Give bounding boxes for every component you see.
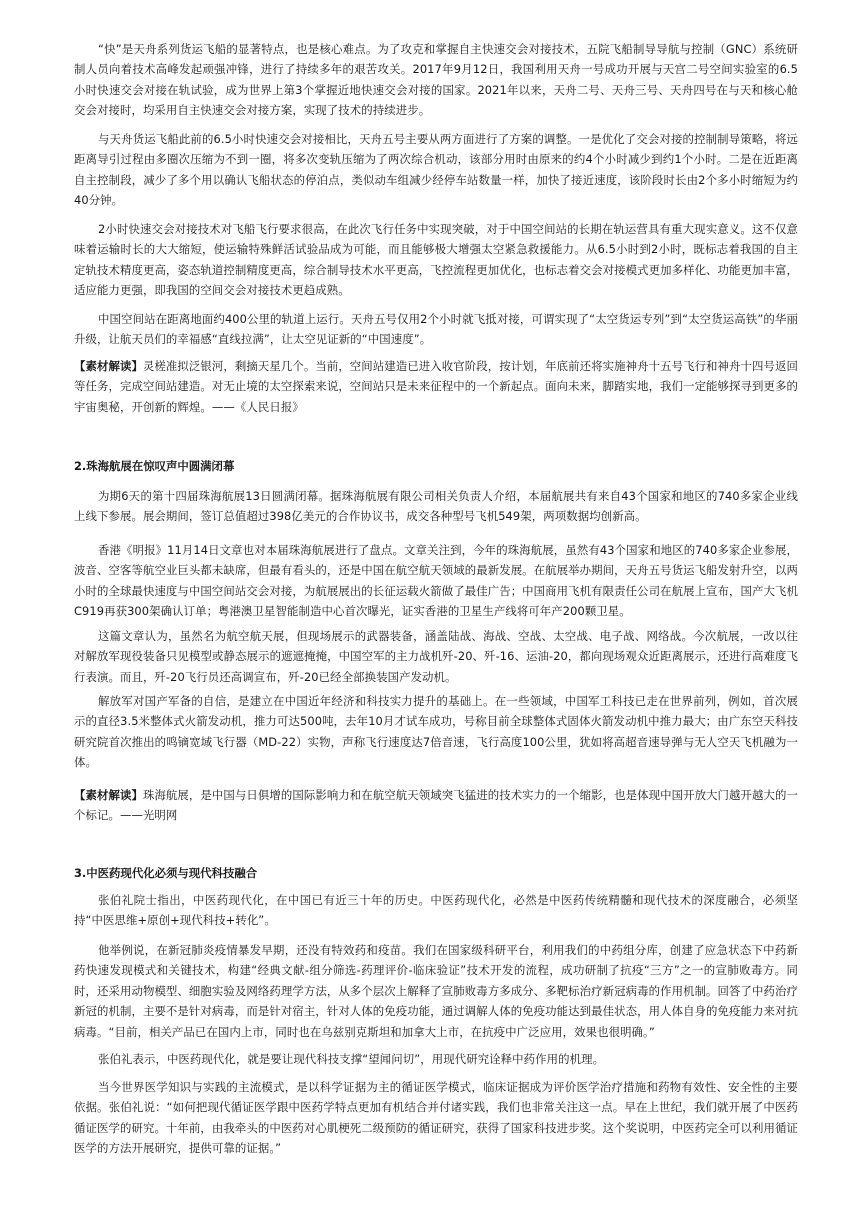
body-paragraph: “快”是天舟系列货运飞船的显著特点，也是核心难点。为了攻克和掌握自主快速交会对接技术，五院飞船制导导航与控制（GNC）系统研制人员向着技术高峰发起顽强冲锋，进行了持续多年的艰苦攻关。2017年9月12日，我国利用天舟一号成功开展与天宫二号空间实验室的6.5小时快速交会对接在轨试验，成为世界上第3个掌握近地快速交会对接的国家。2021年以来，天舟二号、天舟三号、天舟四号在与天和核心舱交会对接时，均采用自主快速交会对接方案，实现了技术的持续进步。 <box>74 42 798 118</box>
body-paragraph: 与天舟货运飞船此前的6.5小时快速交会对接相比，天舟五号主要从两方面进行了方案的调整。一是优化了交会对接的控制制导策略，将远距离导引过程由多圈次压缩为不到一圈，将多次变轨压缩为了两次综合机动，该部分用时由原来的约4个小时减少到约1个小时。二是在近距离自主控制段，减少了多个用以确认飞船状态的停泊点，类似动车组减少经停车站数量一样，加快了接近速度，该阶段时长由2个多小时缩短为约40分钟。 <box>74 132 798 208</box>
body-paragraph: 当今世界医学知识与实践的主流模式，是以科学证据为主的循证医学模式，临床证据成为评价医学治疗措施和药物有效性、安全性的主要依据。张伯礼说：“如何把现代循证医学跟中医药学特点更加有机结合并付诸实践，我们也非常关注这一点。早在上世纪，我们就开展了中医药循证医学的研究。十年前，由我牵头的中医药对心肌梗死二级预防的循证研究，获得了国家科技进步奖。这个奖说明，中医药完全可以利用循证医学的方法开展研究，提供可靠的证据。” <box>74 1080 798 1156</box>
body-paragraph: 中国空间站在距离地面约400公里的轨道上运行。天舟五号仅用2个小时就飞抵对接，可谓实现了“太空货运专列”到“太空货运高铁”的华丽升级，让航天员们的幸福感“直线拉满”，让太空见证新的“中国速度”。 <box>74 312 798 347</box>
body-paragraph: 解放军对国产军备的自信，是建立在中国近年经济和科技实力提升的基础上。在一些领域，中国军工科技已走在世界前列，例如，首次展示的直径3.5米整体式火箭发动机，推力可达500吨，去年10月才试车成功，号称目前全球整体式固体火箭发动机中推力最大；由广东空天科技研究院首次推出的鸣镝宽域飞行器（MD-22）实物，声称飞行速度达7倍音速，飞行高度100公里，犹如将高超音速导弹与无人空天飞机融为一体。 <box>74 694 798 770</box>
section-heading: 3.中医药现代化必须与现代科技融合 <box>74 866 258 880</box>
note-text: 珠海航展，是中国与日俱增的国际影响力和在航空航天领域突飞猛进的技术实力的一个缩影，也是体现中国开放大门越开越大的一个标记。——光明网 <box>74 788 798 823</box>
body-paragraph: 香港《明报》11月14日文章也对本届珠海航展进行了盘点。文章关注到，今年的珠海航展，虽然有43个国家和地区的740多家企业参展，波音、空客等航空业巨头都未缺席，但最有看头的，还是中国在航空航天领域的最新发展。在航展举办期间，天舟五号货运飞船发射升空，以两小时的全球最快速度与中国空间站交会对接，为航展展出的长征运载火箭做了最佳广告；中国商用飞机有限责任公司在航展上宣布，国产大飞机C919再获300架确认订单；粤港澳卫星智能制造中心首次曝光，证实香港的卫星生产线将可年产200颗卫星。 <box>74 543 798 619</box>
body-paragraph: 他举例说，在新冠肺炎疫情暴发早期，还没有特效药和疫苗。我们在国家级科研平台，利用我们的中药组分库，创建了应急状态下中药新药快速发现模式和关键技术，构建“经典文献-组分筛选-药理评价-临床验证”技术开发的流程，成功研制了抗疫“三方”之一的宣肺败毒方。同时，还采用动物模型、细胞实验及网络药理学方法，从多个层次上解释了宣肺败毒方多成分、多靶标治疗新冠病毒的作用机制。回答了中药治疗新冠的机制，主要不是针对病毒，而是针对宿主，针对人体的免疫功能，通过调解人体的免疫功能达到最佳状态，用人体自身的免疫能力来对抗病毒。“目前，相关产品已在国内上市，同时也在乌兹别克斯坦和加拿大上市，在抗疫中广泛应用，效果也很明确。” <box>74 943 798 1039</box>
material-note <box>74 356 798 417</box>
material-note <box>74 785 798 826</box>
body-paragraph: 张伯礼院士指出，中医药现代化，在中国已有近三十年的历史。中医药现代化，必然是中医药传统精髓和现代技术的深度融合，必须坚持“中医思维+原创+现代科技+转化”。 <box>74 893 798 928</box>
body-paragraph: 2小时快速交会对接技术对飞船飞行要求很高，在此次飞行任务中实现突破，对于中国空间站的长期在轨运营具有重大现实意义。这不仅意味着运输时长的大大缩短，使运输特殊鲜活试验品成为可能，而且能够极大增强太空紧急救援能力。从6.5小时到2小时，既标志着我国的自主定轨技术精度更高，姿态轨道控制精度更高，综合制导技术水平更高，飞控流程更加优化，也标志着交会对接模式更加多样化、功能更加丰富，适应能力更强，即我国的空间交会对接技术更趋成熟。 <box>74 222 798 298</box>
note-label: 【素材解读】 <box>74 359 143 373</box>
body-paragraph: 张伯礼表示，中医药现代化，就是要让现代科技支撑“望闻问切”，用现代研究诠释中药作用的机理。 <box>98 1052 605 1066</box>
section-heading: 2.珠海航展在惊叹声中圆满闭幕 <box>74 459 235 473</box>
note-text: 灵槎准拟泛银河，剩摘天星几个。当前，空间站建造已进入收官阶段，按计划，年底前还将实施神舟十五号飞行和神舟十四号返回等任务，完成空间站建造。对无止境的太空探索来说，空间站只是未来征程中的一个新起点。面向未来，脚踏实地，我们一定能够探寻到更多的宇宙奥秘，开创新的辉煌。——《人民日报》 <box>74 359 798 414</box>
body-paragraph: 这篇文章认为，虽然名为航空航天展，但现场展示的武器装备，涵盖陆战、海战、空战、太空战、电子战、网络战。今次航展，一改以往对解放军现役装备只见模型或静态展示的遮遮掩掩，中国空军的主力战机歼-20、歼-16、运油-20，都向现场观众近距离展示，还进行高难度飞行表演。而且，歼-20飞行员还高调宣布，歼-20已经全部换装国产发动机。 <box>74 629 798 684</box>
note-label: 【素材解读】 <box>74 788 143 802</box>
body-paragraph: 为期6天的第十四届珠海航展13日圆满闭幕。据珠海航展有限公司相关负责人介绍，本届航展共有来自43个国家和地区的740多家企业线上线下参展。展会期间，签订总值超过398亿美元的合作协议书，成交各种型号飞机549架，两项数据均创新高。 <box>74 489 798 524</box>
